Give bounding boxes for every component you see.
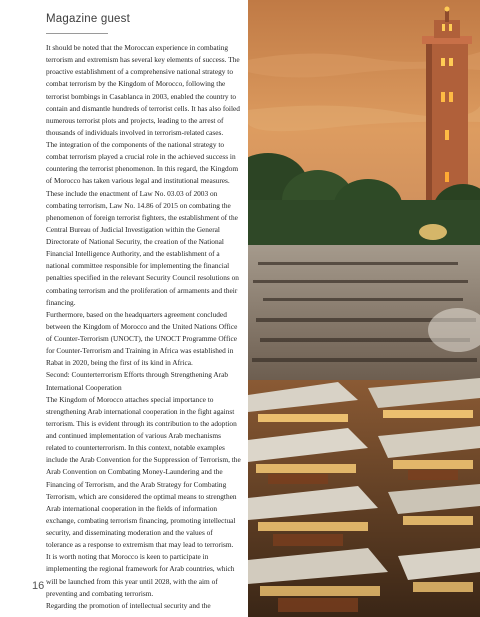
article-body xyxy=(46,42,241,612)
marrakech-square-photo xyxy=(248,0,480,617)
article-paragraph: The Kingdom of Morocco attaches special importance to strengthening Arab international cooperation in the fight against terrorism. This is evident through its contribution to the adoption and continued implementation of various Arab mechanisms related to counterterrorism. In this context, notable examples include the Arab Convention for the Suppression of Terrorism, the Arab Convention on Combating Money-Laundering and the Financing of Terrorism, and the Arab Strategy for Combating Terrorism, which are considered the optimal means to strengthen Arab international cooperation in the fields of information exchange, combating terrorism financing, promoting intellectual security, and disseminating moderation and the values of tolerance as a response to extremism that may lead to terrorism. xyxy=(46,394,241,550)
page-number: 16 xyxy=(32,580,45,592)
article-paragraph: Furthermore, based on the headquarters agreement concluded between the Kingdom of Morocco and the United Nations Office of Counter-Terrorism (UNOCT), the UNOCT Programme Office for Counter-Terrorism and Training in Africa was established in Rabat in 2020, being the first of its kind in Africa. xyxy=(46,309,238,368)
article-subheading: Second: Counterterrorism Efforts through Strengthening Arab International Cooperation xyxy=(46,370,228,392)
section-label: Magazine guest xyxy=(46,13,130,25)
article-paragraph: Regarding the promotion of intellectual security and the xyxy=(46,600,211,610)
section-divider xyxy=(46,33,108,34)
article-paragraph: It should be noted that the Moroccan experience in combating terrorism and extremism has several key elements of success. The proactive establishment of a comprehensive national strategy to combat terrorism by the Kingdom of Morocco, following the terrorist bombings in Casablanca in 2003, enabled the country to contain and dismantle hundreds of terrorist cells. It has also foiled numerous terrorist plots and projects, leading to the arrest of thousands of individuals involved in terrorism-related cases. xyxy=(46,43,240,137)
lamp-glow xyxy=(419,224,447,240)
photo-illustration xyxy=(248,0,480,617)
article-paragraph: It is worth noting that Morocco is keen to participate in implementing the regional framework for Arab countries, which will be launched from this year until 2028, with the aim of preventing and combating terrorism. xyxy=(46,552,235,598)
article-paragraph: The integration of the components of the national strategy to combat terrorism played a crucial role in the achieved success in countering the terrorist phenomenon. In this regard, the Kingdom of Morocco has taken various legal and institutional measures. These include the enactment of Law No. 03.03 of 2003 on combating terrorism, Law No. 14.86 of 2015 on combating the phenomenon of foreign terrorist fighters, the establishment of the Central Bureau of Judicial Investigation within the General Directorate of National Security, the creation of the National Financial Intelligence Authority, and the establishment of a national committee responsible for implementing the financial penalties specified in the relevant Security Council resolutions on combating terrorism and the proliferation of armaments and their financing. xyxy=(46,140,239,307)
